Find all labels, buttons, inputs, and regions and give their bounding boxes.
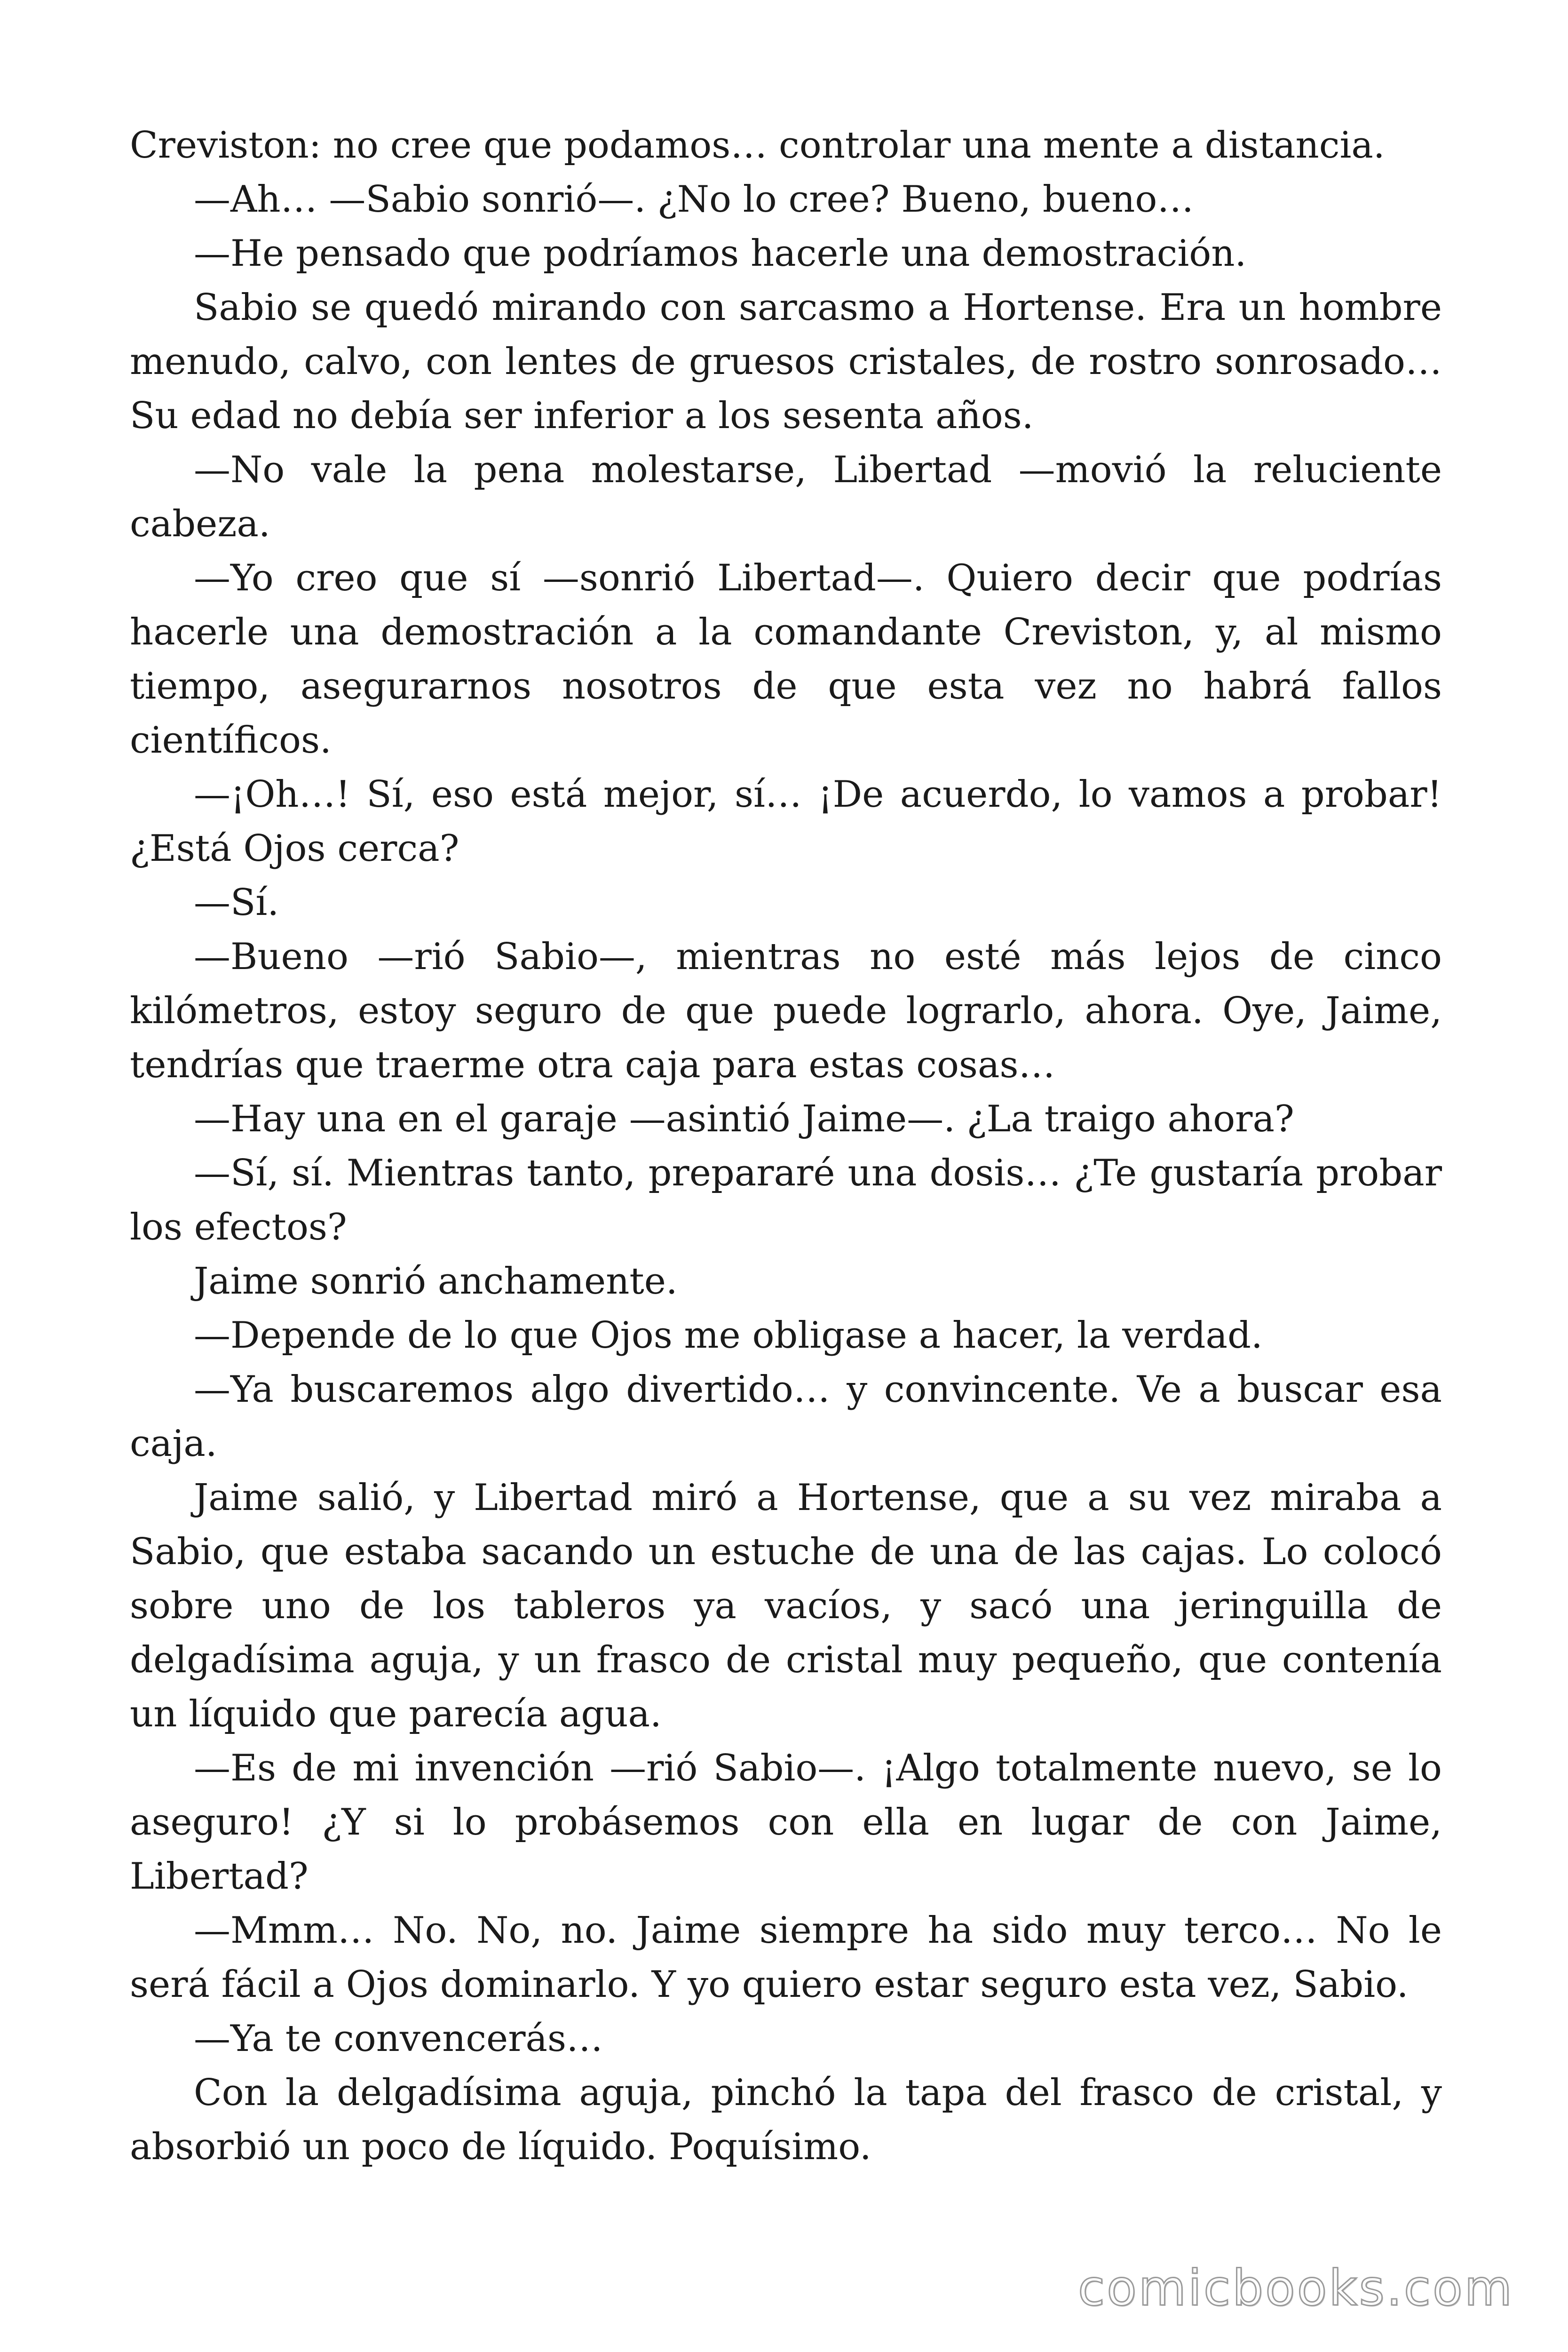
paragraph: —Yo creo que sí —sonrió Libertad—. Quiero decir que podrías hacerle una demostración a la comandante Creviston, y, al mismo tiempo, asegurarnos nosotros de que esta vez no habrá fallos científicos. xyxy=(130,557,1442,762)
paragraph: Jaime sonrió anchamente. xyxy=(194,1260,678,1303)
paragraph-continuation: Creviston: no cree que podamos… controlar una mente a distancia. xyxy=(130,124,1385,167)
paragraph: —Ya buscaremos algo divertido… y convincente. Ve a buscar esa caja. xyxy=(130,1368,1442,1465)
paragraph: —Depende de lo que Ojos me obligase a hacer, la verdad. xyxy=(194,1314,1263,1357)
paragraph: —Sí, sí. Mientras tanto, prepararé una dosis… ¿Te gustaría probar los efectos? xyxy=(130,1152,1442,1248)
paragraph: Jaime salió, y Libertad miró a Hortense, que a su vez miraba a Sabio, que estaba sacando un estuche de una de las cajas. Lo colocó sobre uno de los tableros ya vacíos, y sacó una jeringuilla de delgadísima aguja, y un frasco de cristal muy pequeño, que contenía un líquido que parecía agua. xyxy=(130,1477,1442,1735)
paragraph: —Sí. xyxy=(194,882,279,924)
paragraph: —Es de mi invención —rió Sabio—. ¡Algo totalmente nuevo, se lo aseguro! ¿Y si lo probásemos con ella en lugar de con Jaime, Libertad? xyxy=(130,1747,1442,1898)
paragraph: —Hay una en el garaje —asintió Jaime—. ¿La traigo ahora? xyxy=(194,1098,1294,1140)
watermark: comicbooks.com xyxy=(1077,2259,1514,2317)
paragraph: —Ah… —Sabio sonrió—. ¿No lo cree? Bueno, bueno… xyxy=(194,178,1194,221)
paragraph: —He pensado que podríamos hacerle una demostración. xyxy=(194,232,1247,275)
paragraph: —Bueno —rió Sabio—, mientras no esté más lejos de cinco kilómetros, estoy seguro de que puede lograrlo, ahora. Oye, Jaime, tendrías que traerme otra caja para estas cosas… xyxy=(130,936,1442,1086)
paragraph: Con la delgadísima aguja, pinchó la tapa del frasco de cristal, y absorbió un poco de líquido. Poquísimo. xyxy=(130,2072,1442,2168)
paragraph: Sabio se quedó mirando con sarcasmo a Hortense. Era un hombre menudo, calvo, con lentes de gruesos cristales, de rostro sonrosado… Su edad no debía ser inferior a los sesenta años. xyxy=(130,286,1442,437)
paragraph: —Ya te convencerás… xyxy=(194,2018,603,2060)
book-page-text xyxy=(130,119,1442,2174)
paragraph: —Mmm… No. No, no. Jaime siempre ha sido muy terco… No le será fácil a Ojos dominarlo. Y yo quiero estar seguro esta vez, Sabio. xyxy=(130,1909,1442,2006)
paragraph: —¡Oh…! Sí, eso está mejor, sí… ¡De acuerdo, lo vamos a probar! ¿Está Ojos cerca? xyxy=(130,773,1442,870)
paragraph: —No vale la pena molestarse, Libertad —movió la reluciente cabeza. xyxy=(130,449,1442,545)
